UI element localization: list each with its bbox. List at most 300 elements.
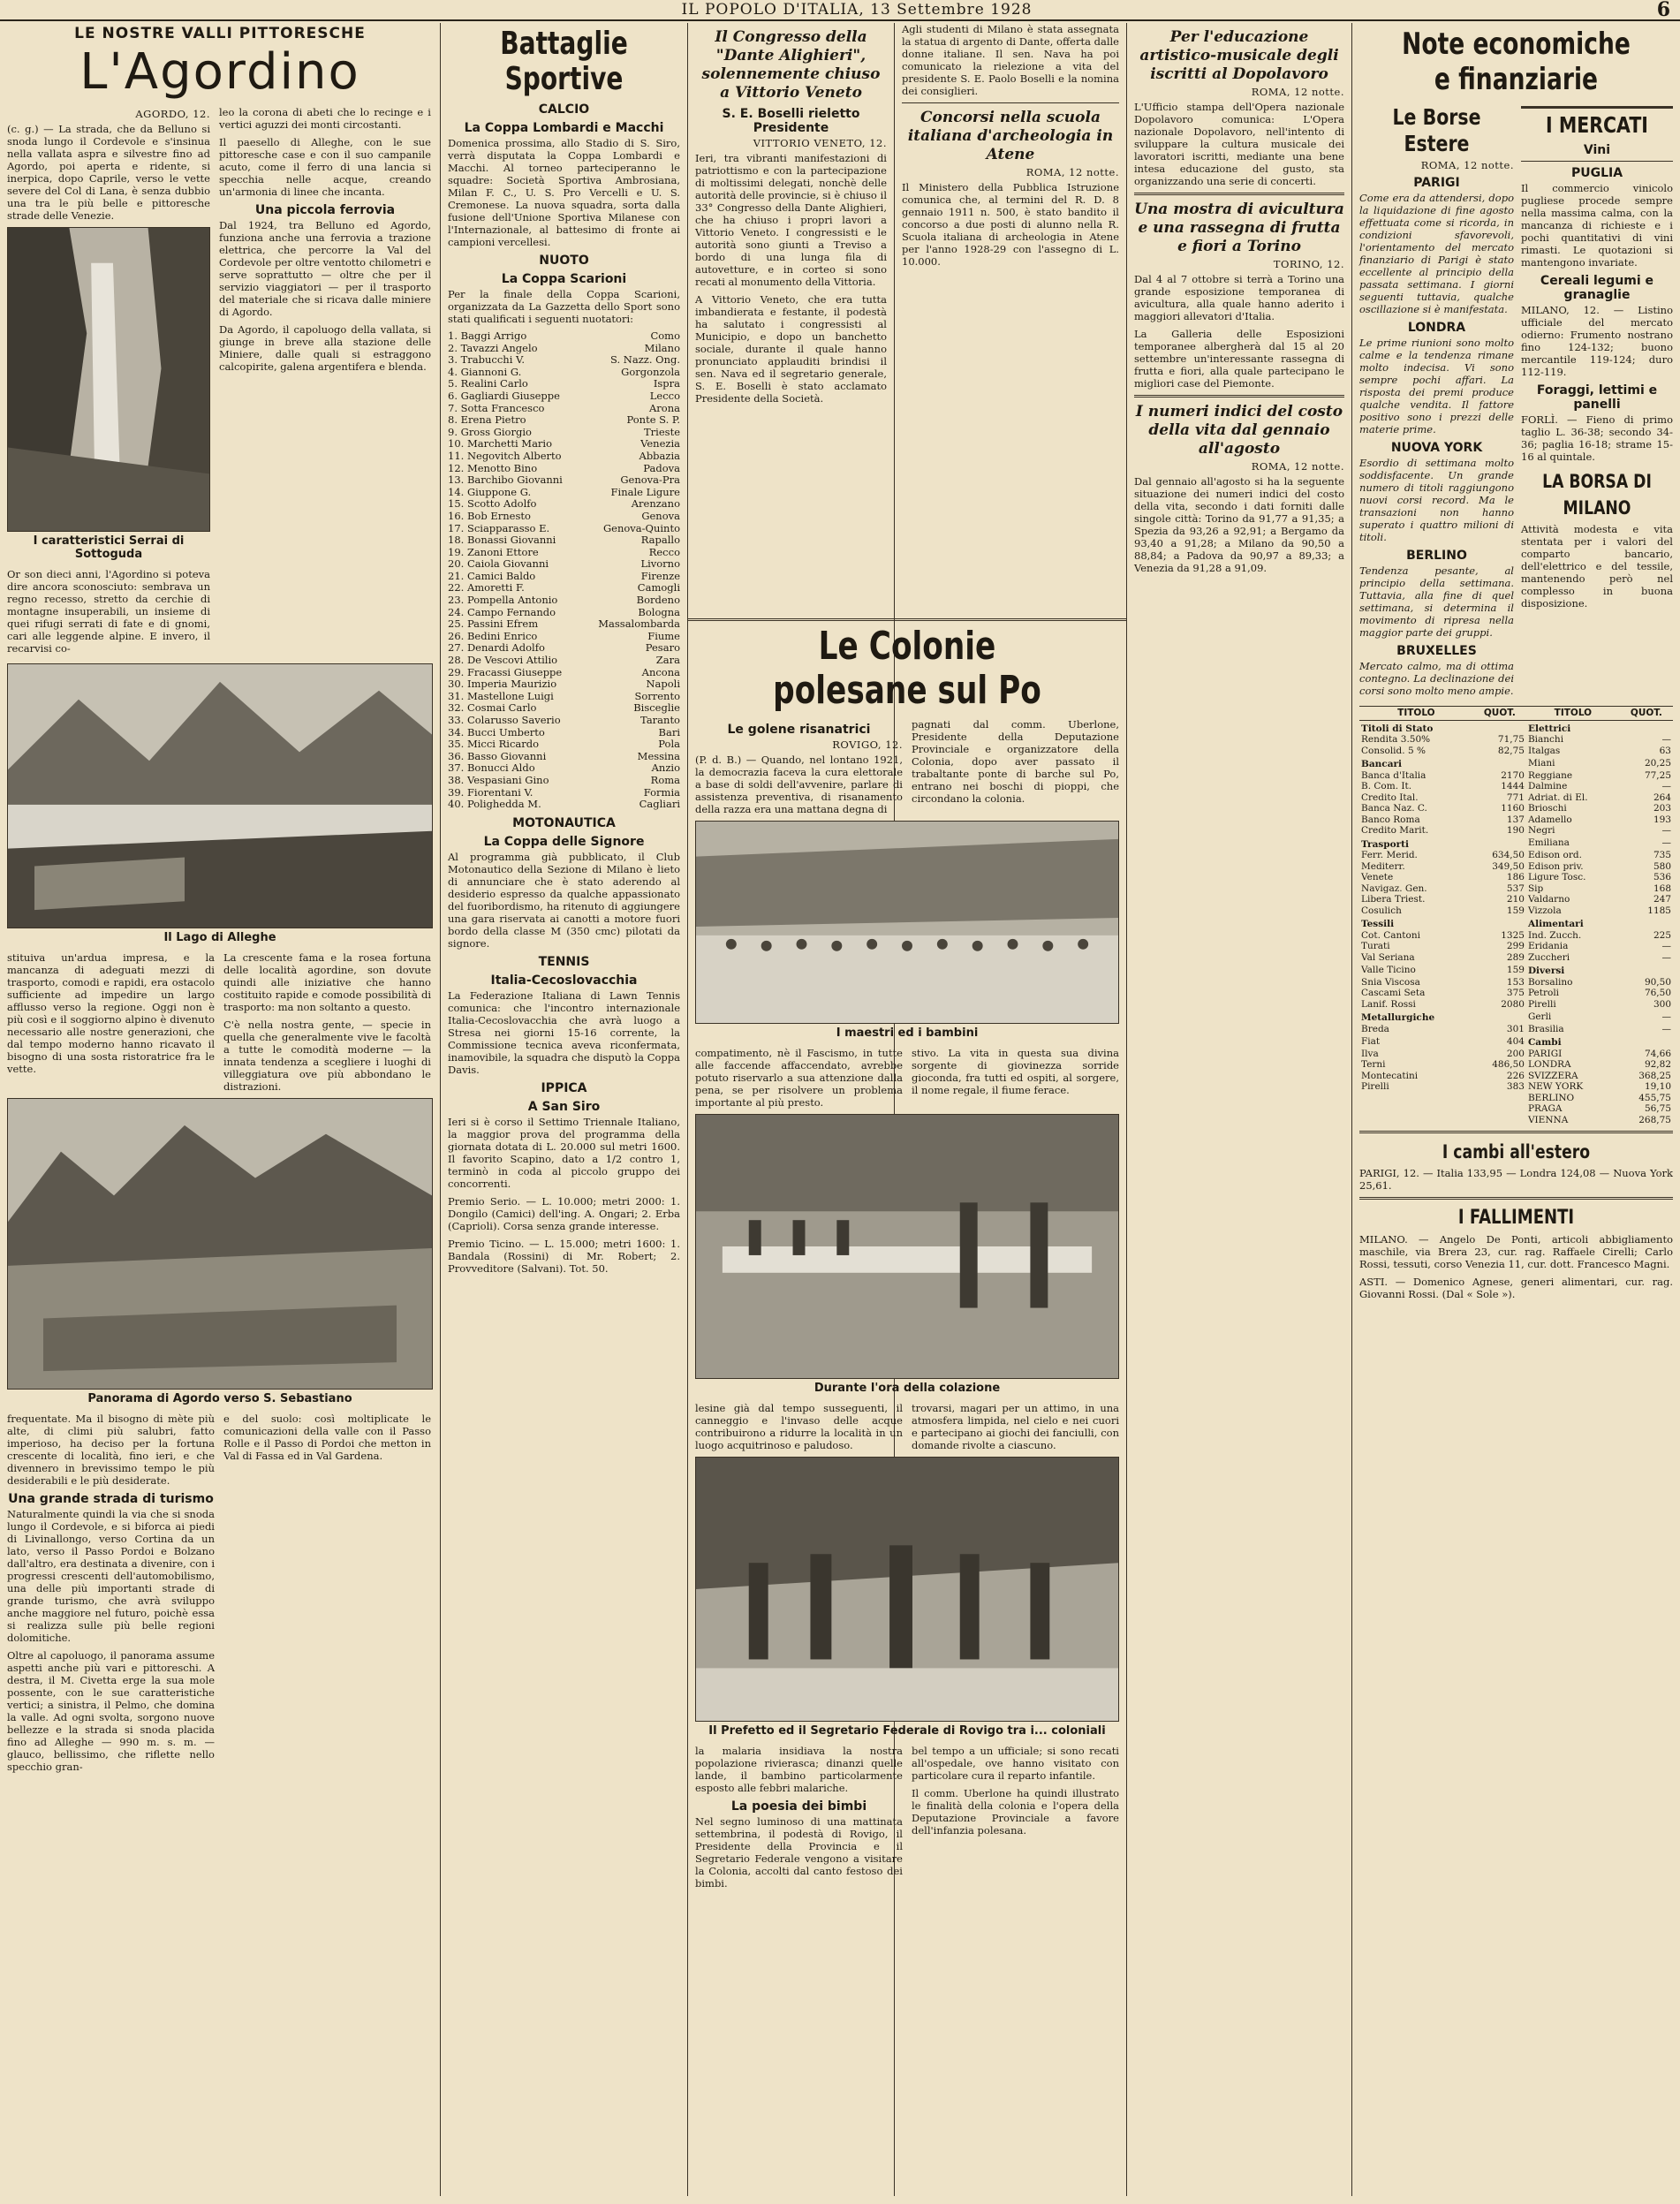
- table-row: [1359, 1034, 1673, 1049]
- table-cell: [1620, 720, 1673, 734]
- stock-title: Cosulich: [1361, 905, 1402, 916]
- stock-quote: 159: [1506, 964, 1525, 975]
- list-item: [448, 403, 680, 415]
- article-kicker: LE NOSTRE VALLI PITTORESCHE: [74, 25, 366, 42]
- list-item: [448, 427, 680, 439]
- stock-title: Banco Roma: [1361, 814, 1420, 825]
- list-item: [448, 787, 680, 799]
- paragraph: L'Ufficio stampa dell'Opera nazionale Dopolavoro comunica: L'Opera nazionale Dopolavoro, nell'intento di sviluppare la cultura musicale dei lavoratori iscritti, mediante una bene intesa educazione del gusto, sta organizzando una serie di concerti.: [1134, 101, 1344, 187]
- paragraph: Il comm. Uberlone ha quindi illustrato le finalità della colonia e l'opera della Deputazione Provinciale a favore dell'infanzia polesana.: [912, 1787, 1119, 1837]
- list-item: [448, 451, 680, 463]
- table-section: Tessili: [1361, 919, 1395, 929]
- stock-quote: 90,50: [1644, 976, 1671, 988]
- list-item: [448, 463, 680, 475]
- list-item: [448, 438, 680, 451]
- stock-title: Credito Marit.: [1361, 825, 1429, 836]
- stock-quote: —: [1661, 837, 1671, 848]
- swimmer-city: Recco: [648, 545, 680, 558]
- subheading: Italia-Cecoslovacchia: [490, 973, 638, 988]
- stock-quote: 375: [1506, 988, 1525, 998]
- swimmer-name: 9. Gross Giorgio: [448, 425, 532, 438]
- stock-title: Breda: [1361, 1023, 1389, 1034]
- stock-title: Lanif. Rossi: [1361, 998, 1416, 1010]
- swimmer-name: 22. Amoretti F.: [448, 581, 525, 595]
- swimmer-name: 38. Vespasiani Gino: [448, 773, 549, 786]
- swimmer-city: Zara: [655, 654, 680, 667]
- stock-title: Eridania: [1527, 941, 1569, 951]
- article-title: Per l'educazione artistico-musicale degli iscritti al Dopolavoro: [1139, 28, 1339, 83]
- sport-category: TENNIS: [538, 954, 590, 969]
- masthead-title: IL POPOLO D'ITALIA, 13 Settembre 1928: [681, 1, 1033, 19]
- list-item: [448, 715, 680, 727]
- table-row: [1359, 1024, 1673, 1035]
- list-item: [448, 523, 680, 535]
- place-heading: PUGLIA: [1570, 166, 1623, 180]
- stock-title: Pirelli: [1527, 998, 1556, 1010]
- paragraph: Il Ministero della Pubblica Istruzione comunica che, al termini del R. D. 8 gennaio 1911 n. 500, è stato bandito il concorso a due posti di alunno nella R. Scuola italiana di archeologia in Atene per l'anno 1928-29 con l'assegno di L. 10.000.: [902, 181, 1119, 268]
- swimmer-name: 23. Pompella Antonio: [448, 594, 558, 607]
- stock-quote: 74,66: [1644, 1048, 1671, 1059]
- swimmer-city: Bari: [658, 725, 680, 738]
- stock-title: B. Com. It.: [1361, 781, 1412, 791]
- table-cell: [1359, 1093, 1473, 1104]
- stock-title: VIENNA: [1527, 1114, 1569, 1125]
- table-row: [1359, 1093, 1673, 1104]
- stock-quote: 56,75: [1644, 1103, 1671, 1114]
- paragraph: MILANO, 12. — Listino ufficiale del mercato odierno: Frumento nostrano fino 124-132; buono mercantile 119-124; duro 112-119.: [1521, 304, 1673, 378]
- stock-title: Cot. Cantoni: [1361, 929, 1420, 941]
- stock-title: Rendita 3.50%: [1361, 734, 1431, 745]
- dateline: ROVIGO, 12.: [832, 738, 903, 751]
- stock-title: Sip: [1527, 882, 1544, 894]
- stock-title: Adamello: [1527, 814, 1572, 825]
- list-item: [448, 702, 680, 715]
- stock-title: Fiat: [1361, 1035, 1381, 1047]
- stock-quote: 153: [1506, 976, 1525, 988]
- paragraph: e del suolo: così moltiplicate le comunicazioni della valle con il Passo Rolle e il Passo di Pordoi che metton in Val di Fassa ed in Val Gardena.: [223, 1413, 431, 1462]
- swimmer-city: Ponte S. P.: [626, 413, 680, 427]
- swimmer-city: Ancona: [641, 665, 680, 678]
- table-row: [1359, 1115, 1673, 1126]
- stock-title: Valdarno: [1527, 894, 1570, 905]
- stock-quote: 210: [1506, 894, 1525, 905]
- section-heading: I FALLIMENTI: [1457, 1207, 1575, 1229]
- list-item: [448, 390, 680, 403]
- stock-title: Banca d'Italia: [1361, 769, 1426, 781]
- swimmer-city: Firenze: [640, 569, 680, 582]
- stock-title: Snia Viscosa: [1361, 976, 1420, 988]
- table-row: [1359, 872, 1673, 883]
- article-economia: [1352, 23, 1680, 2196]
- stock-quote: 537: [1506, 882, 1525, 894]
- stock-quote: —: [1661, 951, 1671, 963]
- list-item: [448, 631, 680, 643]
- photo-ora-colazione: [695, 1114, 1119, 1379]
- stock-title: Ferr. Merid.: [1361, 850, 1418, 860]
- swimmer-city: Massalombarda: [598, 617, 680, 631]
- paragraph: ASTI. — Domenico Agnese, generi alimentari, cur. rag. Giovanni Rossi. (Dal « Sole »).: [1359, 1276, 1673, 1300]
- stock-title: Banca Naz. C.: [1361, 803, 1427, 814]
- swimmer-city: Ispra: [653, 377, 680, 390]
- article-title: Concorsi nella scuola italiana d'archeologia in Atene: [907, 109, 1114, 163]
- table-row: [1359, 916, 1673, 930]
- dateline: VITTORIO VENETO, 12.: [753, 137, 887, 149]
- swimmer-name: 21. Camici Baldo: [448, 569, 536, 582]
- paragraph: Ieri si è corso il Settimo Triennale Italiano, la maggior prova del programma della giornata dotata di L. 20.000 sul metri 1600. Il favorito Scapino, dato a 1/2 contro 1, terminò in coda al piccolo gruppo dei concorrenti.: [448, 1115, 680, 1190]
- table-cell: [1359, 1103, 1473, 1115]
- stock-quote: 20,25: [1644, 757, 1671, 769]
- paragraph: Dal 4 al 7 ottobre si terrà a Torino una grande esposizione temporanea di avicultura, alla quale hanno aderito i maggiori allevatori d'Italia.: [1134, 273, 1344, 322]
- table-section: Alimentari: [1527, 919, 1584, 929]
- paragraph: stituiva un'ardua impresa, e la mancanza di adeguati mezzi di trasporto, comodi e rapidi, era ostacolo sufficiente ad impedire un largo afflusso verso la regione. Oggi non è più così e il soggiorno alpino è divenuto necessario alle nostre generazioni, che dal tempo moderno hanno ricavato il bisogno di una sosta ristoratrice fra le vette.: [7, 951, 215, 1075]
- table-row: [1359, 930, 1673, 942]
- stock-title: Navigaz. Gen.: [1361, 882, 1427, 894]
- paragraph: compatimento, nè il Fascismo, in tutte alle faccende affaccendato, avrebbe potuto riservarlo a sua attenzione dalla pena, se per risolvere un problema importante al più presto.: [695, 1047, 903, 1109]
- dateline: ROMA, 12 notte.: [1251, 86, 1344, 98]
- stock-title: LONDRA: [1527, 1059, 1571, 1070]
- place-heading: BERLINO: [1406, 549, 1467, 563]
- photo-caption: Panorama di Agordo verso S. Sebastiano: [87, 1392, 352, 1405]
- stock-title: Venete: [1361, 872, 1394, 882]
- list-item: [448, 474, 680, 487]
- stock-title: Miani: [1527, 757, 1555, 769]
- paragraph: leo la corona di abeti che lo recinge e i vertici aguzzi dei monti circostanti.: [219, 106, 431, 131]
- table-section: Metallurgiche: [1361, 1012, 1435, 1023]
- stock-quote: —: [1661, 734, 1671, 745]
- stock-quote: 404: [1506, 1035, 1525, 1047]
- swimmer-city: Pola: [658, 738, 680, 751]
- paragraph: MILANO. — Angelo De Ponti, articoli abbigliamento maschile, via Brera 23, cur. rag. Raffaele Cirelli; Carlo Rossi, tessuti, corso Venezia 11, cur. dott. Francesco Magni.: [1359, 1233, 1673, 1270]
- paragraph: Al programma già pubblicato, il Club Motonautico della Sezione di Milano è lieto di annunciare che è stato aderendo al desiderio espresso da qualche appassionato del fuoribordismo, ha ritenuto di aggiungere una gara riservata ai canotti a motore fuori bordo della classe M (350 cmc) pilotati da signore.: [448, 850, 680, 950]
- column-misc: [1127, 23, 1351, 2196]
- article-title: Una mostra di avicultura e una rassegna di frutta e fiori a Torino: [1134, 201, 1344, 255]
- list-item: [448, 667, 680, 679]
- table-section: Elettrici: [1527, 723, 1571, 734]
- paragraph: Il commercio vinicolo pugliese procede sempre nella massima calma, con la mancanza di richieste e i pochi quantitativi di vini rimasti. Le quotazioni si mantengono invariate.: [1521, 182, 1673, 269]
- sport-category: MOTONAUTICA: [512, 815, 616, 830]
- photo-panorama-agordo: [7, 1098, 433, 1390]
- article-sport: [441, 23, 687, 2196]
- list-item: [448, 547, 680, 559]
- masthead: [0, 0, 1680, 21]
- table-row: [1359, 861, 1673, 873]
- swimmer-name: 15. Scotto Adolfo: [448, 497, 537, 511]
- table-section: Bancari: [1361, 759, 1403, 769]
- stock-quote: —: [1661, 825, 1671, 836]
- table-cell: [1620, 963, 1673, 977]
- stock-quote: 19,10: [1644, 1081, 1671, 1092]
- stock-title: Pirelli: [1361, 1081, 1389, 1092]
- list-item: [448, 354, 680, 367]
- table-cell: [1473, 1115, 1526, 1126]
- paragraph: stivo. La vita in questa sua divina sorgente di giovinezza sorride gioconda, fra tutti ed ospiti, al sorgere, il nome regale, il fiume ferace.: [912, 1047, 1119, 1096]
- stock-quote: 168: [1653, 882, 1671, 894]
- paragraph: Naturalmente quindi la via che si snoda lungo il Cordevole, e si biforca ai piedi di Livinallongo, verso Cortina da un lato, verso il Passo Pordoi e Bolzano dall'altro, era destinata a divenire, con i progressi crescenti dell'automobilismo, una delle più importanti strade di grande turismo, che avrà sviluppo anche maggiore nel futuro, poichè essa si realizza sulle più belle regioni dolomitiche.: [7, 1508, 215, 1644]
- swimmer-name: 16. Bob Ernesto: [448, 509, 531, 522]
- stock-title: BERLINO: [1527, 1092, 1575, 1103]
- list-item: [448, 691, 680, 703]
- table-header: TITOLO: [1526, 707, 1620, 721]
- paragraph: Il paesello di Alleghe, con le sue pittoresche case e con il suo campanile acuto, come il ferro di una lancia si specchia nelle acque, creando un'armonia di linee che incanta.: [219, 136, 431, 198]
- subheading: La Coppa delle Signore: [483, 834, 645, 849]
- stock-quote: 203: [1653, 803, 1671, 814]
- table-section: Cambi: [1527, 1037, 1562, 1048]
- stock-quote: 300: [1653, 998, 1671, 1010]
- stock-title: Ligure Tosc.: [1527, 872, 1586, 882]
- list-item: [448, 799, 680, 811]
- table-row: [1359, 905, 1673, 917]
- photo-caption: Durante l'ora della colazione: [814, 1382, 1001, 1395]
- article-title: Le Colonie polesane sul Po: [773, 624, 1041, 713]
- swimmer-name: 40. Polighedda M.: [448, 798, 541, 811]
- list-item: [448, 367, 680, 379]
- table-row: [1359, 1049, 1673, 1060]
- swimmer-city: Lecco: [649, 389, 680, 402]
- swimmer-name: 26. Bedini Enrico: [448, 629, 538, 642]
- swimmer-city: Bisceglie: [633, 701, 680, 715]
- page-number: 6: [1656, 0, 1671, 21]
- article-agordino: [0, 23, 440, 2196]
- stock-quote: 264: [1653, 791, 1671, 803]
- stock-quote: 299: [1506, 941, 1525, 951]
- place-heading: PARIGI: [1413, 176, 1460, 190]
- table-row: [1359, 770, 1673, 782]
- stock-title: Ilva: [1361, 1048, 1379, 1059]
- section-heading: I MERCATI: [1546, 112, 1648, 138]
- swimmer-name: 14. Giuppone G.: [448, 485, 532, 498]
- swimmer-city: Venezia: [640, 437, 680, 451]
- stock-quote: 486,50: [1492, 1059, 1525, 1070]
- table-row: [1359, 850, 1673, 861]
- article-title: L'Agordino: [79, 43, 360, 101]
- paragraph: Le prime riunioni sono molto calme e la tendenza rimane molto indecisa. Vi sono sempre pochi affari. La risposta dei premi produce qualche vendita. Il fattore positivo sono i prezzi delle materie prime.: [1359, 337, 1514, 435]
- swimmer-name: 13. Barchibo Giovanni: [448, 473, 563, 487]
- paragraph: Attività modesta e vita stentata per i valori del comparto bancario, dell'elettrico e del tessile, mantenendo però nel complesso in buona disposizione.: [1521, 523, 1673, 610]
- stock-quote: —: [1661, 941, 1671, 951]
- swimmer-city: Como: [650, 329, 680, 342]
- swimmer-name: 37. Bonucci Aldo: [448, 761, 535, 775]
- paragraph: Mercato calmo, ma di ottima contegno. La declinazione dei corsi sono molto meno ampie.: [1359, 660, 1514, 697]
- swimmer-city: Cagliari: [639, 798, 680, 811]
- paragraph: Dal 1924, tra Belluno ed Agordo, funziona anche una ferrovia a trazione elettrica, che percorre la Val del Cordevole per oltre ventotto chilometri e serve soprattutto — oltre che per il servizio viaggiatori — per il trasporto del materiale che si ricava dalle miniere di Agordo.: [219, 219, 431, 318]
- paragraph: C'è nella nostra gente, — specie in quella che generalmente vive le facoltà a tutte le comodità moderne — la innata tendenza a scegliere i luoghi di villeggiatura ove più abbondano le distrazioni.: [223, 1019, 431, 1093]
- table-row: [1359, 1071, 1673, 1082]
- list-item: [448, 511, 680, 523]
- stock-title: Cascami Seta: [1361, 988, 1426, 998]
- paragraph: Premio Ticino. — L. 15.000; metri 1600: 1. Bandala (Rossini) di Mr. Robert; 2. Provveditore (Salvani). Tot. 50.: [448, 1237, 680, 1275]
- swimmer-name: 1. Baggi Arrigo: [448, 329, 527, 342]
- paragraph: (c. g.) — La strada, che da Belluno si snoda lungo il Cordevole e s'insinua nella vallata aspra e silvestre fino ad Agordo, poi aperta e ridente, si inerpica, dopo Caprile, verso le vette severe del Col di Lana, è senza dubbio una tra le più belle e pittoresche strade delle Venezie.: [7, 123, 210, 222]
- list-item: [448, 751, 680, 763]
- stock-quote: 76,50: [1644, 988, 1671, 998]
- stock-title: Emiliana: [1527, 837, 1570, 848]
- stock-title: Bianchi: [1527, 734, 1564, 745]
- table-row: [1359, 746, 1673, 757]
- stock-title: Borsalino: [1527, 976, 1573, 988]
- stock-title: SVIZZERA: [1527, 1070, 1578, 1081]
- dateline: ROMA, 12 notte.: [1420, 159, 1514, 171]
- list-item: [448, 558, 680, 571]
- paragraph: pagnati dal comm. Uberlone, Presidente della Deputazione Provinciale e organizzatore della Colonia, dopo aver passato il trabaltante ponte di barche sul Po, entrano nei boschi di pioppi, che circondano la colonia.: [912, 718, 1119, 805]
- swimmer-name: 34. Bucci Umberto: [448, 725, 545, 738]
- stock-quote: 226: [1506, 1070, 1525, 1081]
- paragraph: Per la finale della Coppa Scarioni, organizzata da La Gazzetta dello Sport sono stati qualificati i seguenti nuotatori:: [448, 288, 680, 325]
- stock-quote: 92,82: [1644, 1059, 1671, 1070]
- subheading: Una grande strada di turismo: [8, 1492, 214, 1506]
- list-item: [448, 738, 680, 751]
- list-item: [448, 582, 680, 595]
- paragraph: Dal gennaio all'agosto si ha la seguente situazione dei numeri indici del costo della vita, secondo i dati forniti dalle singole città: Torino da 91,77 a 91,35; a Spezia da 93,26 a 92,91; a Bergamo da 93,40 a 91,28; a Milano da 90,50 a 88,84; a Padova da 90,97 a 89,33; a Venezia da 91,28 a 91,09.: [1134, 475, 1344, 574]
- swimmer-city: Livorno: [640, 557, 680, 571]
- swimmer-name: 10. Marchetti Mario: [448, 437, 553, 451]
- table-row: [1359, 941, 1673, 952]
- list-item: [448, 762, 680, 775]
- stock-quote: 1185: [1647, 905, 1671, 916]
- swimmer-name: 19. Zanoni Ettore: [448, 545, 539, 558]
- photo-caption: Il Prefetto ed il Segretario Federale di Rovigo tra i... coloniali: [708, 1724, 1106, 1738]
- swimmer-name: 18. Bonassi Giovanni: [448, 534, 556, 547]
- list-item: [448, 498, 680, 511]
- swimmer-name: 8. Erena Pietro: [448, 413, 526, 427]
- table-header: TITOLO: [1359, 707, 1473, 721]
- swimmer-city: Genova: [641, 509, 680, 522]
- stock-title: Valle Ticino: [1361, 964, 1416, 975]
- table-cell: [1473, 1093, 1526, 1104]
- swimmer-city: Camogli: [637, 581, 680, 595]
- stock-title: Edison ord.: [1527, 850, 1582, 860]
- stock-quote: 2080: [1501, 998, 1525, 1010]
- swimmer-name: 3. Trabucchi V.: [448, 353, 525, 367]
- list-item: [448, 775, 680, 787]
- stock-title: Val Seriana: [1361, 951, 1415, 963]
- stock-quote: 1444: [1501, 781, 1525, 791]
- paragraph: Agli studenti di Milano è stata assegnata la statua di argento di Dante, offerta dalle donne italiane. Il sen. Nava ha poi comunicato la rielezione a vita del presidente S. E. Paolo Boselli e la nomina dei consiglieri.: [902, 23, 1119, 97]
- swimmer-city: Abbazia: [639, 449, 680, 462]
- paragraph: Ieri, tra vibranti manifestazioni di patriottismo e con la partecipazione di moltissimi delegati, nonchè delle autorità delle provincie, si è chiuso il 33° Congresso della Dante Alighieri, che ha chiuso i propri lavori a Vittorio Veneto. I congressisti e le autorità sono giunti a Treviso a bordo di una lunga fila di autovetture, e in corteo si sono recati al monumento della Vittoria.: [695, 152, 887, 288]
- photo-serrai-sottoguda: [7, 227, 210, 532]
- table-cell: [1473, 837, 1526, 851]
- stock-quote: 383: [1506, 1081, 1525, 1092]
- swimmer-city: Messina: [637, 749, 680, 762]
- stock-quote: 82,75: [1497, 745, 1525, 756]
- stock-quote: 1325: [1501, 929, 1525, 941]
- table-cell: [1359, 1115, 1473, 1126]
- paragraph: trovarsi, magari per un attimo, in una atmosfera limpida, nel cielo e nei cuori e partecipano ai giochi dei fanciulli, con domande rivolte a ciascuno.: [912, 1402, 1119, 1451]
- dateline: ROMA, 12 notte.: [1251, 460, 1344, 473]
- table-row: [1359, 1081, 1673, 1093]
- swimmer-city: Sorrento: [634, 689, 680, 702]
- stock-quote: —: [1661, 1011, 1671, 1022]
- sport-category: NUOTO: [539, 254, 589, 268]
- table-row: [1359, 825, 1673, 837]
- table-row: [1359, 963, 1673, 977]
- subheading: La Coppa Lombardi e Macchi: [464, 121, 664, 135]
- swimmer-name: 4. Giannoni G.: [448, 365, 522, 378]
- sport-category: IPPICA: [541, 1080, 587, 1095]
- table-row: [1359, 756, 1673, 770]
- swimmer-name: 35. Micci Ricardo: [448, 738, 540, 751]
- paragraph: Tendenza pesante, al principio della settimana. Tuttavia, alla fine di quel settimana, si determina il movimento di ripresa nella maggior parte dei gruppi.: [1359, 564, 1514, 639]
- list-item: [448, 571, 680, 583]
- list-item: [448, 330, 680, 343]
- subheading: Foraggi, lettimi e panelli: [1536, 383, 1658, 412]
- list-item: [448, 655, 680, 667]
- stock-title: Mediterr.: [1361, 860, 1405, 872]
- stock-quote: 349,50: [1492, 860, 1525, 872]
- paragraph: Oltre al capoluogo, il panorama assume aspetti anche più vari e pittoreschi. A destra, il M. Civetta erge la sua mole possente, con le sue caratteristiche vertici; a sinistra, il Pelmo, che domina la valle. Ad ogni svolta, sorgono nuove bellezze e la strada si snoda placida fino ad Alleghe — 990 m. s. m. — glauco, bellissimo, che riflette nello specchio gran-: [7, 1649, 215, 1773]
- table-row: [1359, 883, 1673, 895]
- stock-quote: 77,25: [1644, 769, 1671, 781]
- table-row: [1359, 814, 1673, 826]
- paragraph: A Vittorio Veneto, che era tutta imbandierata e festante, il podestà ha salutato i congressisti al Municipio, e dopo un banchetto sociale, durante il quale hanno pronunciato applauditi brindisi il sen. Nava ed il segretario generale, S. E. Boselli è stato acclamato Presidente della Società.: [695, 293, 887, 405]
- photo-prefetto-segretario: [695, 1457, 1119, 1722]
- list-item: [448, 727, 680, 739]
- article-dante-continued: [895, 23, 1126, 624]
- section-title: Note economiche e finanziarie: [1402, 27, 1631, 97]
- stock-title: Petroli: [1527, 988, 1560, 998]
- list-item: [448, 414, 680, 427]
- paragraph: Or son dieci anni, l'Agordino si poteva dire ancora sconosciuto: sembrava un regno recesso, stretto da cerchie di montagne insuperabili, un insieme di quei rifugi serrati di fate e di gnomi, cari alle leggende alpine. E invero, il recarvisi co-: [7, 568, 210, 655]
- swimmer-city: Roma: [650, 773, 680, 786]
- table-row: [1359, 1059, 1673, 1071]
- stock-title: Consolid. 5 %: [1361, 745, 1426, 756]
- swimmer-city: Anzio: [651, 761, 680, 775]
- table-row: [1359, 720, 1673, 734]
- paragraph: Premio Serio. — L. 10.000; metri 2000: 1. Dongilo (Camici) dell'ing. A. Ongari; 2. Erba (Caprioli). Corsa senza grande interesse.: [448, 1194, 680, 1232]
- table-cell: [1620, 916, 1673, 930]
- article-title: I numeri indici del costo della vita dal gennaio all'agosto: [1135, 403, 1343, 458]
- stock-quote: 368,25: [1638, 1070, 1671, 1081]
- photo-lago-alleghe: [7, 663, 433, 928]
- table-row: [1359, 792, 1673, 804]
- swimmer-name: 36. Basso Giovanni: [448, 749, 547, 762]
- article-colonie-polesane: [688, 618, 1126, 2196]
- dateline: AGORDO, 12.: [135, 108, 210, 120]
- swimmer-name: 25. Passini Efrem: [448, 617, 539, 631]
- place-heading: BRUXELLES: [1396, 644, 1477, 658]
- list-item: [448, 378, 680, 390]
- article-title: Il Congresso della "Dante Alighieri", solennemente chiuso a Vittorio Veneto: [701, 28, 881, 102]
- table-row: [1359, 1103, 1673, 1115]
- swimmer-city: Milano: [644, 341, 680, 354]
- subheading: La poesia dei bimbi: [730, 1799, 867, 1814]
- table-row: [1359, 952, 1673, 964]
- stock-table: [1359, 706, 1673, 1125]
- swimmer-city: Arenzano: [631, 497, 680, 511]
- place-heading: LONDRA: [1407, 321, 1466, 335]
- table-cell: [1473, 756, 1526, 770]
- stock-quote: —: [1661, 781, 1671, 791]
- place-heading: NUOVA YORK: [1390, 441, 1483, 455]
- stock-quote: 2170: [1501, 769, 1525, 781]
- swimmer-name: 27. Denardi Adolfo: [448, 641, 545, 655]
- stock-quote: 301: [1506, 1023, 1525, 1034]
- article-dante-alighieri: [688, 23, 894, 624]
- swimmer-name: 28. De Vescovi Attilio: [448, 654, 558, 667]
- swimmer-city: Bordeno: [636, 594, 680, 607]
- swimmer-city: Pesaro: [645, 641, 680, 655]
- paragraph: lesine già dal tempo susseguenti, il canneggio e l'invaso delle acque contribuirono a ridurre la località in un luogo acquitrinoso e paludoso.: [695, 1402, 903, 1451]
- swimmers-list: [448, 330, 680, 811]
- paragraph: PARIGI, 12. — Italia 133,95 — Londra 124,08 — Nuova York 25,61.: [1359, 1167, 1673, 1192]
- dateline: TORINO, 12.: [1273, 258, 1344, 270]
- subheading: La Coppa Scarioni: [501, 272, 627, 286]
- stock-quote: 536: [1653, 872, 1671, 882]
- stock-quote: 63: [1659, 745, 1671, 756]
- table-section: Trasporti: [1361, 838, 1410, 850]
- stock-quote: 634,50: [1492, 850, 1525, 860]
- stock-title: Montecatini: [1361, 1070, 1419, 1081]
